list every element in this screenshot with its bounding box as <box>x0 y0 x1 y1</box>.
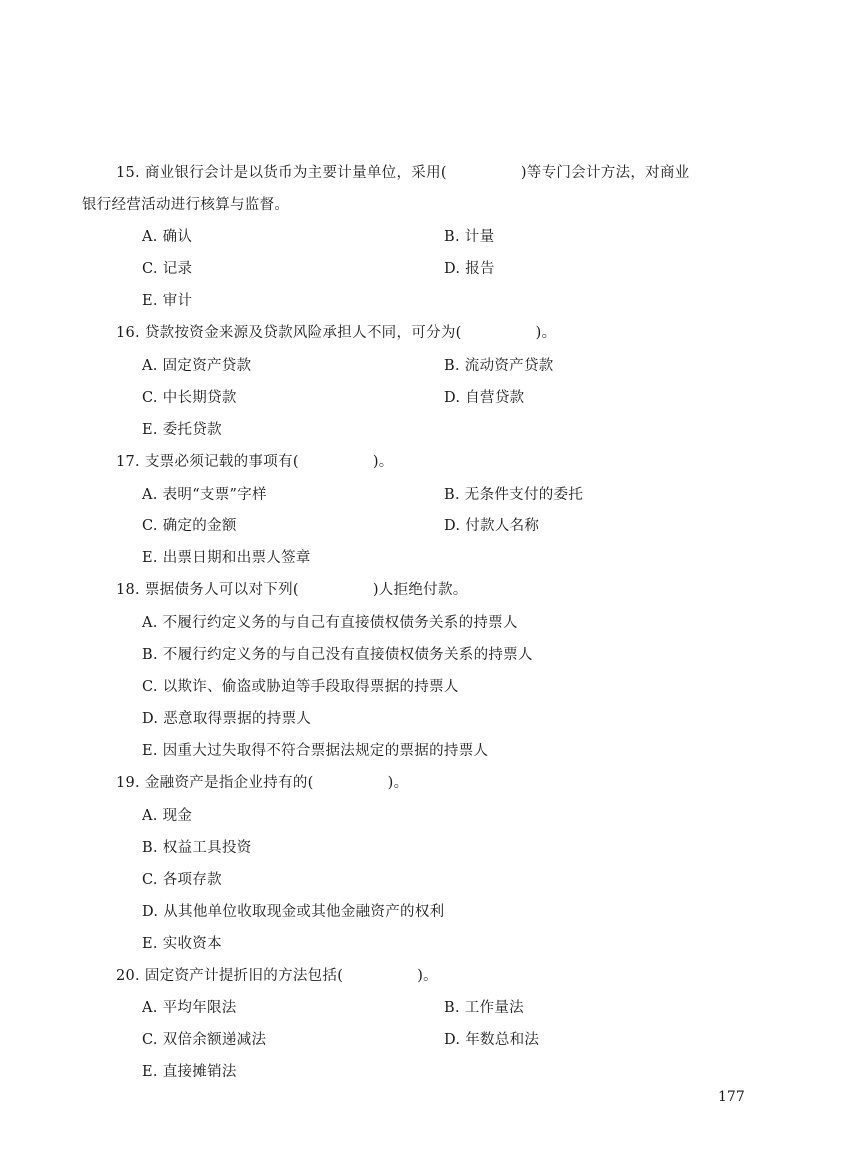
q15-option-d: D. 报告 <box>444 261 495 277</box>
q18-option-e: E. 因重大过失取得不符合票据法规定的票据的持票人 <box>142 743 489 759</box>
q17-option-d: D. 付款人名称 <box>444 518 540 534</box>
q17-stem: 17. 支票必须记载的事项有( )。 <box>116 454 394 470</box>
q18-option-a: A. 不履行约定义务的与自己有直接债权债务关系的持票人 <box>142 615 518 631</box>
q16-option-e: E. 委托贷款 <box>142 422 222 438</box>
q18-stem: 18. 票据债务人可以对下列( )人拒绝付款。 <box>116 582 468 598</box>
q17-option-b: B. 无条件支付的委托 <box>444 487 584 503</box>
q19-stem: 19. 金融资产是指企业持有的( )。 <box>116 775 409 791</box>
q17-option-e: E. 出票日期和出票人签章 <box>142 550 311 566</box>
q20-option-b: B. 工作量法 <box>444 1000 524 1016</box>
q20-stem: 20. 固定资产计提折旧的方法包括( )。 <box>116 968 438 984</box>
q15-option-e: E. 审计 <box>142 293 193 309</box>
q19-option-c: C. 各项存款 <box>142 872 222 888</box>
q16-option-a: A. 固定资产贷款 <box>142 358 252 374</box>
q20-option-e: E. 直接摊销法 <box>142 1064 237 1080</box>
q16-option-b: B. 流动资产贷款 <box>444 358 554 374</box>
q16-stem: 16. 贷款按资金来源及贷款风险承担人不同，可分为( )。 <box>116 325 557 341</box>
q18-option-c: C. 以欺诈、偷盗或胁迫等手段取得票据的持票人 <box>142 679 459 695</box>
q15-option-a: A. 确认 <box>142 229 193 245</box>
q17-option-a: A. 表明“支票”字样 <box>142 487 267 503</box>
q19-option-e: E. 实收资本 <box>142 936 222 952</box>
q18-option-b: B. 不履行约定义务的与自己没有直接债权债务关系的持票人 <box>142 647 533 663</box>
page-number: 177 <box>718 1089 745 1105</box>
q19-option-b: B. 权益工具投资 <box>142 840 252 856</box>
q15-option-b: B. 计量 <box>444 229 495 245</box>
q19-option-a: A. 现金 <box>142 808 193 824</box>
q15-stem: 15. 商业银行会计是以货币为主要计量单位，采用( )等专门会计方法，对商业 <box>116 165 690 181</box>
q17-option-c: C. 确定的金额 <box>142 518 237 534</box>
q18-option-d: D. 恶意取得票据的持票人 <box>142 711 312 727</box>
q15-option-c: C. 记录 <box>142 261 193 277</box>
q19-option-d: D. 从其他单位收取现金或其他金融资产的权利 <box>142 904 445 920</box>
q15-stem-continued: 银行经营活动进行核算与监督。 <box>82 197 290 213</box>
q20-option-d: D. 年数总和法 <box>444 1032 540 1048</box>
q16-option-d: D. 自营贷款 <box>444 390 525 406</box>
q20-option-c: C. 双倍余额递减法 <box>142 1032 267 1048</box>
q16-option-c: C. 中长期贷款 <box>142 390 237 406</box>
q20-option-a: A. 平均年限法 <box>142 1000 237 1016</box>
